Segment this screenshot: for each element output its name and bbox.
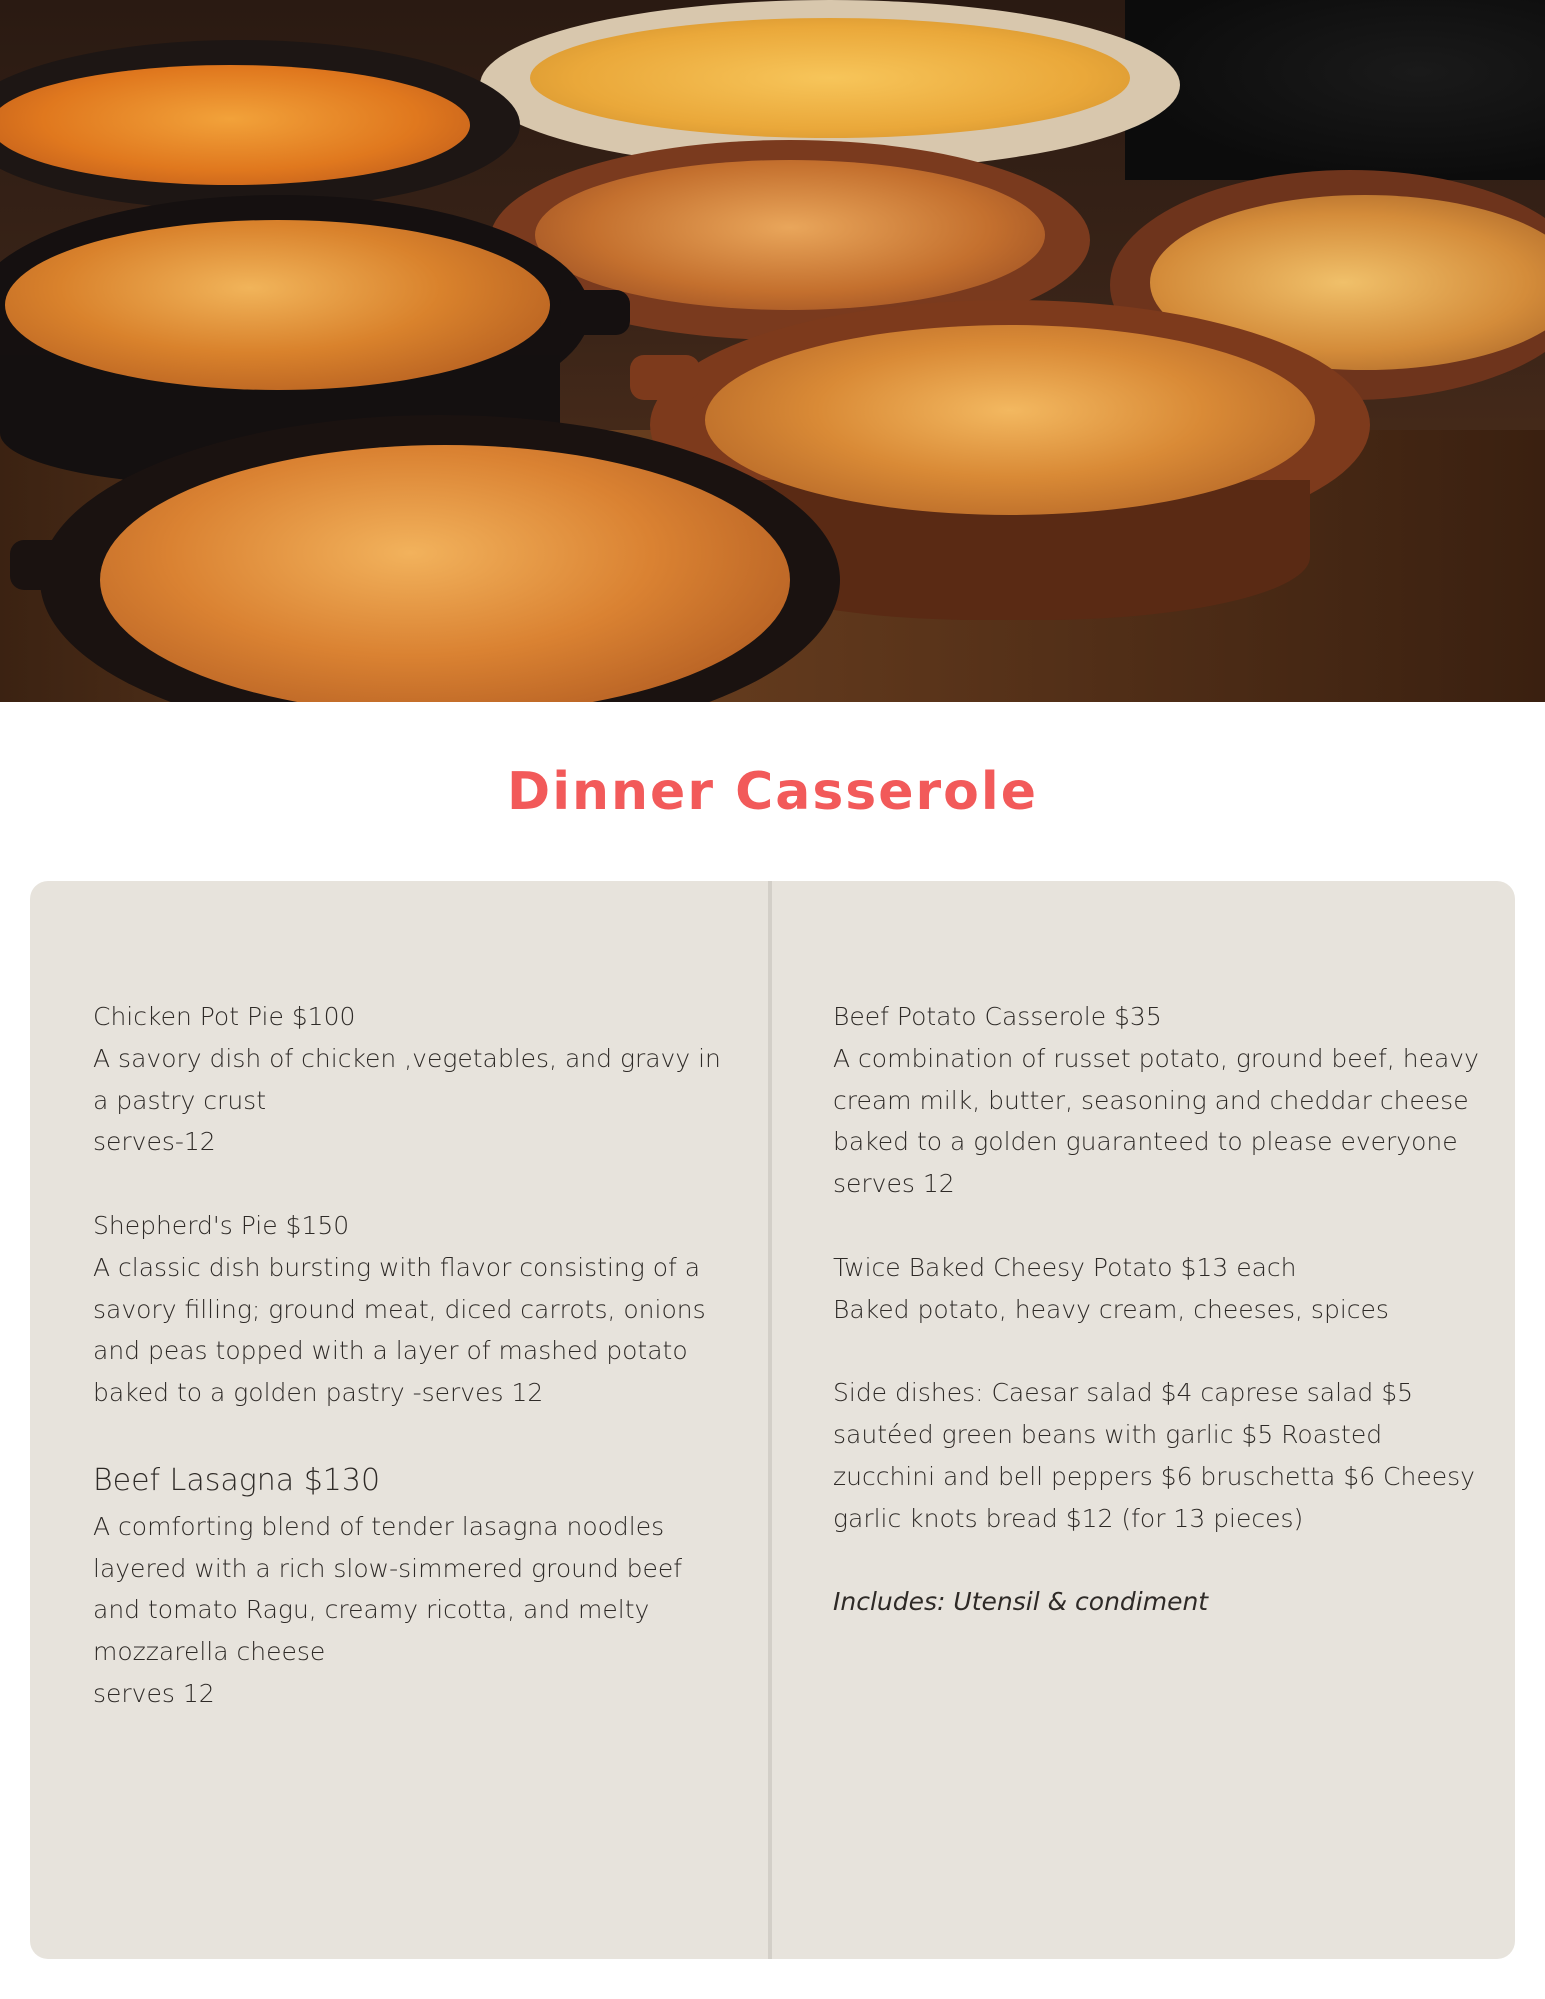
casserole-dish [0,40,520,210]
stovetop [1125,0,1545,180]
includes-note [833,1581,1483,1623]
item-serves: serves 12 [93,1678,215,1708]
item-name-price: Beef Potato Casserole $35 [833,1002,1162,1031]
casserole-dish [0,195,590,430]
item-description: Baked potato, heavy cream, cheeses, spices [833,1294,1389,1324]
casserole-dishes-photo [0,0,1545,702]
menu-item-shepherds-pie [93,1205,733,1414]
side-dishes-text: Side dishes: Caesar salad $4 caprese salad $5 sautéed green beans with garlic $5 Roasted zucchini and bell peppers $6 bruschetta $6 Cheesy garlic knots bread $12 (for 13 pieces) [833,1378,1475,1533]
dish-handle [560,290,630,335]
column-divider [768,881,772,1959]
item-description: A classic dish bursting with flavor consisting of a savory filling; ground meat, diced carrots, onions and peas topped with a layer of mashed potato baked to a golden pastry -serves 12 [93,1252,706,1408]
dish-handle [630,355,700,400]
item-description: A savory dish of chicken ,vegetables, and gravy in a pastry crust [93,1043,721,1115]
side-dishes [833,1372,1483,1539]
item-name-price: Twice Baked Cheesy Potato $13 each [833,1252,1297,1282]
menu-item-beef-potato-casserole [833,996,1483,1205]
item-description: A combination of russet potato, ground beef, heavy cream milk, butter, seasoning and cheddar cheese baked to a golden guaranteed to please everyone [833,1043,1479,1157]
menu-column-right [833,996,1483,1665]
item-serves: serves-12 [93,1127,216,1157]
item-description: A comforting blend of tender lasagna noodles layered with a rich slow-simmered ground beef and tomato Ragu, creamy ricotta, and melty mozzarella cheese [93,1511,683,1667]
menu-item-chicken-pot-pie [93,996,733,1163]
item-name-price: Shepherd's Pie $150 [93,1210,350,1240]
page-title: Dinner Casserole [507,762,1038,822]
includes-text: Includes: Utensil & condiment [833,1587,1209,1617]
item-name-price: Chicken Pot Pie $100 [93,1002,356,1031]
menu-column-left [93,996,733,1757]
menu-item-twice-baked-potato [833,1247,1483,1331]
item-serves: serves 12 [833,1169,955,1199]
menu-item-beef-lasagna [93,1456,733,1715]
dish-handle [10,540,85,590]
item-name-price: Beef Lasagna $130 [93,1462,381,1498]
